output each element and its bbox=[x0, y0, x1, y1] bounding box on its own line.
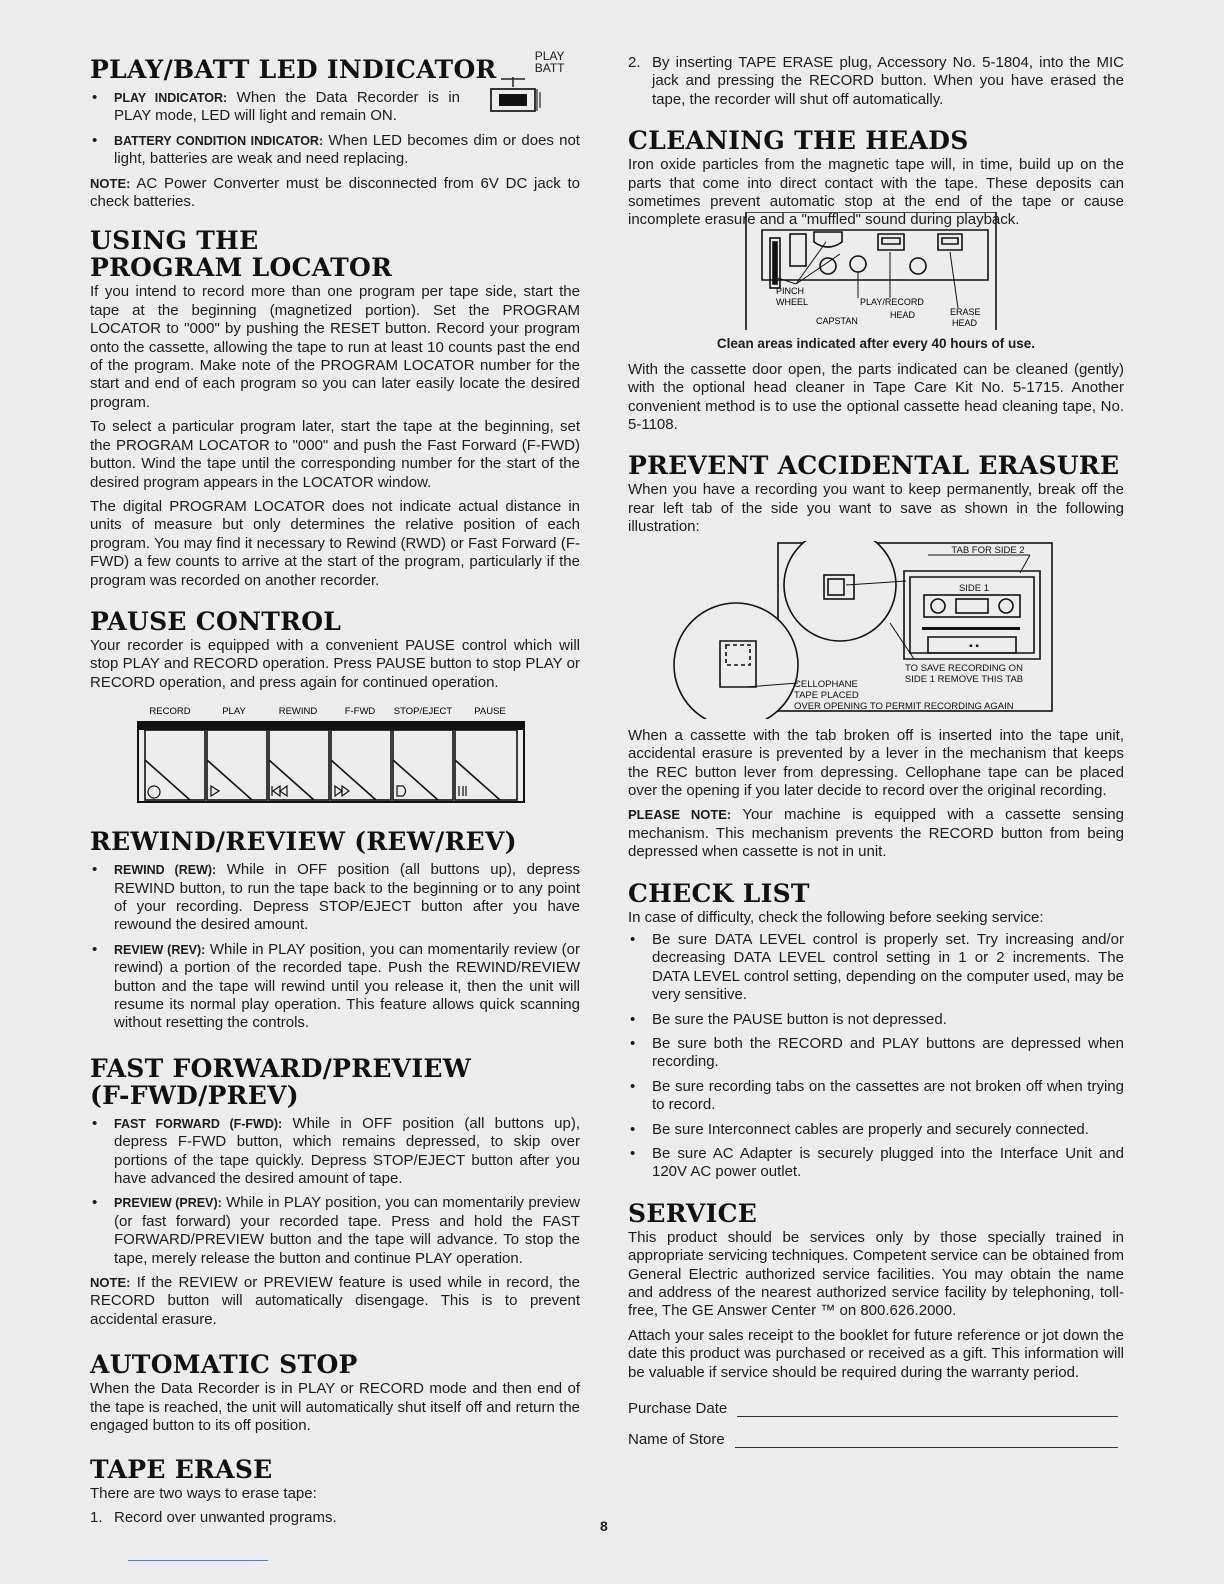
checklist-intro: In case of difficulty, check the following before seeking service: bbox=[628, 908, 1044, 926]
purchase-date-line[interactable] bbox=[737, 1402, 1118, 1417]
erase-p1: There are two ways to erase tape: bbox=[90, 1484, 317, 1502]
btn-label-rewind: REWIND bbox=[278, 706, 318, 718]
label-side1: SIDE 1 bbox=[958, 582, 990, 594]
locator-p3: The digital PROGRAM LOCATOR does not indicate actual distance in units of measure but only determines the relative position of each program. You may find it necessary to Rewind (RWD) or Fast Forward (F-FWD) a few counts to arrive at the start of the program, particularly if the program was recorded on another recorder. bbox=[90, 497, 580, 589]
icon-label-batt: BATT bbox=[534, 61, 565, 75]
service-p2: Attach your sales receipt to the booklet for future reference or jot down the date this product was purchased or received as a gift. This information will be valuable if service should be required during the warranty period. bbox=[628, 1326, 1124, 1381]
section-rewind-review bbox=[90, 828, 580, 1033]
ffwd-item: • FAST FORWARD (F-FWD): While in OFF position (all buttons up), depress F-FWD button, which remains depressed, to skip over portions of the tape quickly. Depress STOP/EJECT button after you have advanced the desired amount of tape. bbox=[90, 1115, 580, 1189]
section-led-indicator bbox=[90, 50, 580, 211]
list-item: • Be sure Interconnect cables are properly and securely connected. bbox=[628, 1121, 1124, 1139]
list-item: • Be sure the PAUSE button is not depressed. bbox=[628, 1011, 1124, 1029]
stop-key bbox=[393, 730, 453, 800]
record-symbol-icon bbox=[148, 786, 160, 798]
svg-text:▪ ▪: ▪ ▪ bbox=[969, 640, 979, 652]
button-panel-diagram bbox=[90, 702, 580, 806]
locator-p1: If you intend to record more than one program per tape side, start the tape at the beginning (magnetized portion). Set the PROGRAM LOCATOR to "000" by pushing the RESET button. Record your program onto the cassette, allowing the tape to run at least 10 counts past the end of the program. Make note of the PROGRAM LOCATOR number for the start and end of each program so you can later easily locate the desired program. bbox=[90, 283, 580, 411]
pause-key bbox=[455, 730, 517, 800]
locator-p2: To select a particular program later, start the tape at the beginning, set the PROGRAM LOCATOR to "000" and push the Fast Forward (F-FWD) button. Wind the tape until the corresponding number for the start of the desired program appears in the LOCATOR window. bbox=[90, 418, 580, 491]
label-capstan: CAPSTAN bbox=[816, 315, 858, 326]
left-column bbox=[90, 50, 580, 1547]
service-title: SERVICE bbox=[628, 1198, 758, 1228]
name-of-store-label: Name of Store bbox=[628, 1431, 725, 1449]
pause-title: PAUSE CONTROL bbox=[90, 606, 342, 636]
section-prevent-erasure bbox=[628, 452, 1124, 861]
cleaning-p1: Iron oxide particles from the magnetic tape will, in time, build up on the parts that come into direct contact with the tape. These deposits can sometimes prevent automatic stop at the end of the tape or cause incomplete erasure and a "muffled" sound during playback. bbox=[628, 156, 1124, 229]
autostop-title: AUTOMATIC STOP bbox=[90, 1350, 358, 1380]
stop-eject-symbol-icon bbox=[397, 786, 406, 796]
label-tab-side2: TAB FOR SIDE 2 bbox=[951, 544, 1025, 556]
section-program-locator bbox=[90, 227, 580, 590]
right-column bbox=[628, 50, 1124, 1468]
record-key bbox=[145, 730, 205, 800]
checklist-title: CHECK LIST bbox=[628, 878, 810, 908]
erase-item-2: 2. By inserting TAPE ERASE plug, Accessory No. 5-1804, into the MIC jack and pressing the RECORD button. When you have erased the tape, the recorder will shut off automatically. bbox=[628, 54, 1124, 108]
list-item: • Be sure recording tabs on the cassettes are not broken off when trying to record. bbox=[628, 1078, 1124, 1115]
cleaning-caption: Clean areas indicated after every 40 hours of use. bbox=[716, 335, 1036, 351]
review-item: • REVIEW (REV): While in PLAY position, you can momentarily review (or rewind) a portion of the recorded tape. Push the REWIND/REVIEW button and the tape will rewind until you release it, then the unit will resume its normal play operation. This feature allows quick scanning without resetting the controls. bbox=[90, 941, 580, 1033]
btn-label-ffwd: F-FWD bbox=[344, 706, 376, 718]
label-cello-2: TAPE PLACED bbox=[794, 689, 859, 701]
play-batt-led-icon bbox=[525, 50, 575, 74]
section-service bbox=[628, 1200, 1124, 1448]
label-head: HEAD bbox=[890, 309, 916, 320]
erase-title: TAPE ERASE bbox=[90, 1454, 273, 1484]
prevent-title: PREVENT ACCIDENTAL ERASURE bbox=[628, 451, 1120, 481]
btn-label-stop: STOP/EJECT bbox=[393, 706, 453, 718]
section-automatic-stop bbox=[90, 1351, 580, 1435]
led-title: PLAY/BATT LED INDICATOR bbox=[90, 55, 497, 84]
label-erase: ERASE bbox=[950, 306, 981, 317]
cleaning-p2: With the cassette door open, the parts indicated can be cleaned (gently) with the optional head cleaner in Tape Care Kit No. 5-1715. Another convenient method is to use the optional cassette head cleaning tape, No. 5-1108. bbox=[628, 360, 1124, 434]
erase-list bbox=[90, 1509, 580, 1527]
list-item: • Be sure both the RECORD and PLAY buttons are depressed when recording. bbox=[628, 1035, 1124, 1072]
preview-item: • PREVIEW (PREV): While in PLAY position, you can momentarily preview (or fast forward) your recorded tape. Press and hold the FAST FORWARD/PREVIEW button and the tape will advance. To stop the tape, merely release the button and continue PLAY operation. bbox=[90, 1194, 580, 1268]
list-item: • Be sure DATA LEVEL control is properly set. Try increasing and/or decreasing DATA LEVEL control setting in 1 or 2 increments. The DATA LEVEL control setting, depending on the computer used, may be very sensitive. bbox=[628, 931, 1124, 1005]
led-note: NOTE: AC Power Converter must be disconnected from 6V DC jack to check batteries. bbox=[90, 174, 580, 211]
purchase-date-label: Purchase Date bbox=[628, 1400, 728, 1418]
rewind-title: REWIND/REVIEW (REW/REV) bbox=[90, 827, 517, 857]
section-tape-erase bbox=[90, 1456, 580, 1528]
ffwd-note: NOTE: If the REVIEW or PREVIEW feature is used while in record, the RECORD button will automatically disengage. This is to prevent accidental erasure. bbox=[90, 1274, 580, 1328]
pause-symbol-icon bbox=[459, 786, 466, 796]
prevent-note: PLEASE NOTE: Your machine is equipped with a cassette sensing mechanism. This mechanism prevents the RECORD button from being depressed when cassette is not in unit. bbox=[628, 806, 1124, 861]
cassette-tab-diagram bbox=[628, 541, 1124, 719]
section-cleaning-heads bbox=[628, 127, 1124, 434]
cleaning-title: CLEANING THE HEADS bbox=[628, 126, 969, 156]
btn-label-play: PLAY bbox=[222, 706, 246, 718]
label-play-record: PLAY/RECORD bbox=[860, 296, 924, 307]
erase-item-1: 1. Record over unwanted programs. bbox=[90, 1508, 337, 1526]
led-list bbox=[90, 89, 580, 169]
locator-title-1: USING THE bbox=[90, 226, 259, 256]
btn-label-pause: PAUSE bbox=[474, 706, 506, 718]
label-pinch: PINCH bbox=[776, 285, 805, 296]
autostop-p1: When the Data Recorder is in PLAY or RECORD mode and then end of the tape is reached, the unit will automatically shut itself off and return the engaged button to its off position. bbox=[90, 1380, 580, 1435]
label-wheel: WHEEL bbox=[776, 296, 809, 307]
label-save-1: TO SAVE RECORDING ON bbox=[905, 662, 1023, 674]
list-item: • Be sure AC Adapter is securely plugged into the Interface Unit and 120V AC power outlet. bbox=[628, 1145, 1124, 1182]
prevent-p1: When you have a recording you want to keep permanently, break off the rear left tab of the side you want to save as shown in the following illustration: bbox=[628, 481, 1124, 536]
erase-list-continued bbox=[628, 54, 1124, 109]
prevent-p2: When a cassette with the tab broken off is inserted into the tape unit, accidental erasure is prevented by a lever in the mechanism that keeps the REC button lever from depressing. Cellophane tape can be placed over the opening if you later decide to record over the original recording. bbox=[628, 726, 1124, 799]
checklist-items bbox=[628, 931, 1124, 1182]
label-cello-3: OVER OPENING TO PERMIT RECORDING AGAIN bbox=[794, 700, 1014, 712]
rewind-key bbox=[269, 730, 329, 800]
led-item-battery: • BATTERY CONDITION INDICATOR: When LED becomes dim or does not light, batteries are weak and need replacing. bbox=[90, 132, 580, 169]
section-fast-forward bbox=[90, 1055, 580, 1329]
rewind-list bbox=[90, 861, 580, 1033]
ffwd-title-2: (F-FWD/PREV) bbox=[90, 1080, 299, 1110]
btn-label-record: RECORD bbox=[149, 706, 191, 718]
label-save-2: SIDE 1 REMOVE THIS TAB bbox=[904, 673, 1024, 685]
led-item-play: • PLAY INDICATOR: When the Data Recorder is in PLAY mode, LED will light and remain ON. bbox=[90, 89, 580, 126]
play-symbol-icon bbox=[211, 786, 219, 796]
ffwd-title-1: FAST FORWARD/PREVIEW bbox=[90, 1053, 472, 1083]
pause-p1: Your recorder is equipped with a convenient PAUSE control which will stop PLAY and RECORD operation. Press PAUSE button to stop PLAY or RECORD operation, and press again for continued operation. bbox=[90, 636, 580, 691]
icon-label-play: PLAY bbox=[534, 49, 565, 63]
section-pause-control bbox=[90, 608, 580, 806]
service-p1: This product should be services only by those specially trained in appropriate servicing techniques. Competent service can be obtained from General Electric authorized service facilities. You may obtain the name and address of the nearest authorized service facility by telephoning, toll-free, The GE Answer Center ™ on 800.626.2000. bbox=[628, 1228, 1124, 1320]
purchase-date-field[interactable] bbox=[628, 1400, 1124, 1417]
rewind-item: • REWIND (REW): While in OFF position (all buttons up), depress REWIND button, to run the tape back to the beginning or to any point of your recording. Depress STOP/EJECT button after you have rewound the desired amount. bbox=[90, 861, 580, 935]
label-cello-1: CELLOPHANE bbox=[794, 678, 858, 690]
name-of-store-line[interactable] bbox=[735, 1433, 1118, 1448]
head-cleaning-diagram bbox=[628, 212, 1124, 332]
ffwd-symbol-icon bbox=[335, 786, 349, 796]
label-erase-head: HEAD bbox=[952, 317, 978, 328]
name-of-store-field[interactable] bbox=[628, 1431, 1124, 1448]
section-check-list bbox=[628, 880, 1124, 1182]
locator-title-2: PROGRAM LOCATOR bbox=[90, 253, 393, 283]
page-number: 8 bbox=[600, 1518, 608, 1534]
ffwd-list bbox=[90, 1115, 580, 1268]
rewind-symbol-icon bbox=[272, 786, 287, 796]
link-underline bbox=[128, 1560, 268, 1561]
